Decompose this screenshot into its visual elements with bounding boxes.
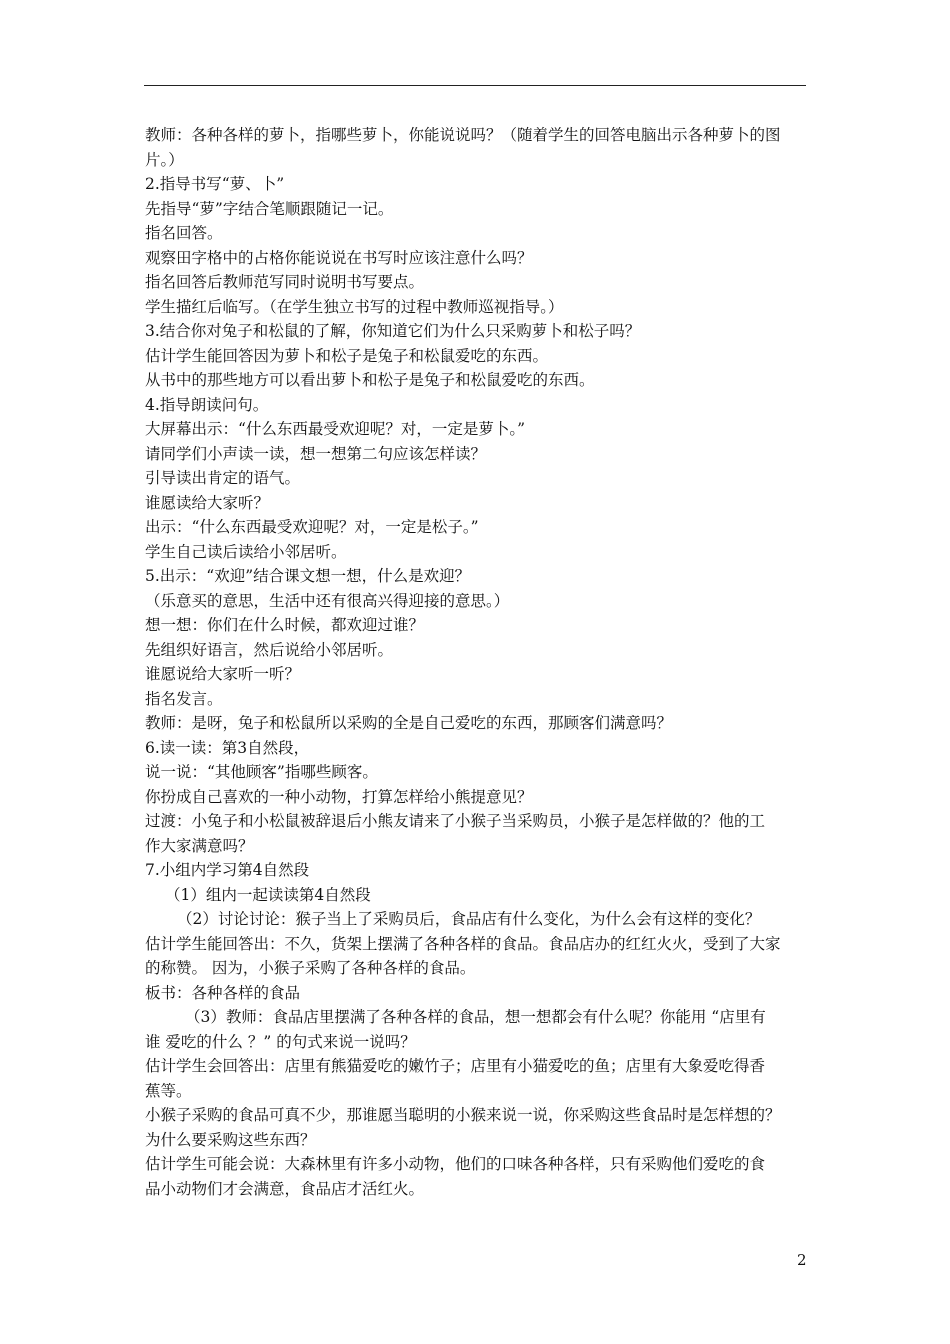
text-line: 为什么要采购这些东西？	[145, 1130, 316, 1149]
text-line: 指名回答后教师范写同时说明书写要点。	[145, 273, 425, 291]
text-line: 估计学生会回答出：店里有熊猫爱吃的嫩竹子；店里有小猫爱吃的鱼；店里有大象爱吃得香	[145, 1057, 766, 1075]
text-line: 板书：各种各样的食品	[145, 983, 301, 1002]
text-line: 7.小组内学习第4自然段	[145, 861, 310, 879]
text-line: 指名回答。	[145, 224, 223, 242]
text-line: 学生自己读后读给小邻居听。	[145, 542, 347, 561]
text-line: 谁 爱吃的什么 ？” 的句式来说一说吗？	[145, 1032, 416, 1051]
text-line: 大屏幕出示：“什么东西最受欢迎呢？对，一定是萝卜。”	[145, 420, 526, 438]
text-line: （3）教师：食品店里摆满了各种各样的食品，想一想都会有什么呢？你能用 “店里有	[185, 1008, 766, 1026]
text-line: 教师：是呀，兔子和松鼠所以采购的全是自己爱吃的东西，那顾客们满意吗？	[145, 714, 673, 732]
text-line: 先指导“萝”字结合笔顺跟随记一记。	[145, 199, 394, 218]
text-line: （1）组内一起读读第4自然段	[165, 885, 371, 904]
document-body	[145, 123, 813, 1201]
text-line: 蕉等。	[145, 1081, 192, 1100]
text-line: 观察田字格中的占格你能说说在书写时应该注意什么吗？	[145, 248, 533, 267]
text-line: 3.结合你对兔子和松鼠的了解，你知道它们为什么只采购萝卜和松子吗？	[145, 322, 641, 340]
page-number: 2	[797, 1251, 807, 1269]
text-line: 先组织好语言，然后说给小邻居听。	[145, 640, 394, 659]
text-line: 的称赞。 因为，小猴子采购了各种各样的食品。	[145, 959, 476, 977]
text-line: 教师：各种各样的萝卜，指哪些萝卜，你能说说吗？（随着学生的回答电脑出示各种萝卜的图	[145, 126, 781, 144]
text-line: 指名发言。	[145, 689, 223, 708]
text-line: 作大家满意吗？	[145, 836, 254, 855]
text-line: 片。）	[145, 150, 184, 169]
text-line: 估计学生能回答出：不久，货架上摆满了各种各样的食品。食品店办的红红火火，受到了大家	[145, 934, 781, 953]
text-line: 过渡：小兔子和小松鼠被辞退后小熊友请来了小猴子当采购员，小猴子是怎样做的？他的工	[145, 812, 766, 830]
text-line: 从书中的那些地方可以看出萝卜和松子是兔子和松鼠爱吃的东西。	[145, 371, 595, 389]
text-line: 6.读一读：第3自然段，	[145, 738, 310, 757]
text-line: 出示：“什么东西最受欢迎呢？对，一定是松子。”	[145, 518, 479, 536]
header-rule	[144, 85, 806, 86]
text-line: 学生描红后临写。（在学生独立书写的过程中教师巡视指导。）	[145, 297, 564, 316]
text-line: 说一说：“其他顾客”指哪些顾客。	[145, 763, 378, 781]
text-line: 5.出示：“欢迎”结合课文想一想，什么是欢迎？	[145, 567, 471, 585]
text-line: 请同学们小声读一读，想一想第二句应该怎样读？	[145, 444, 487, 463]
text-line: 引导读出肯定的语气。	[145, 469, 301, 487]
text-line: 估计学生可能会说：大森林里有许多小动物，他们的口味各种各样，只有采购他们爱吃的食	[145, 1155, 766, 1173]
text-line: 4.指导朗读问句。	[145, 395, 269, 414]
text-line: 品小动物们才会满意，食品店才活红火。	[145, 1179, 425, 1198]
text-line: 你扮成自己喜欢的一种小动物，打算怎样给小熊提意见？	[145, 787, 533, 806]
text-line: （乐意买的意思，生活中还有很高兴得迎接的意思。）	[145, 591, 510, 610]
text-line: 谁愿说给大家听一听？	[145, 665, 301, 683]
text-line: 小猴子采购的食品可真不少，那谁愿当聪明的小猴来说一说，你采购这些食品时是怎样想的？	[145, 1106, 781, 1124]
text-line: （2）讨论讨论：猴子当上了采购员后，食品店有什么变化，为什么会有这样的变化？	[177, 910, 761, 928]
text-line: 谁愿读给大家听？	[145, 493, 270, 512]
text-line: 2.指导书写“萝、卜”	[145, 175, 285, 193]
text-line: 想一想：你们在什么时候，都欢迎过谁？	[145, 616, 425, 634]
text-line: 估计学生能回答因为萝卜和松子是兔子和松鼠爱吃的东西。	[145, 346, 549, 365]
